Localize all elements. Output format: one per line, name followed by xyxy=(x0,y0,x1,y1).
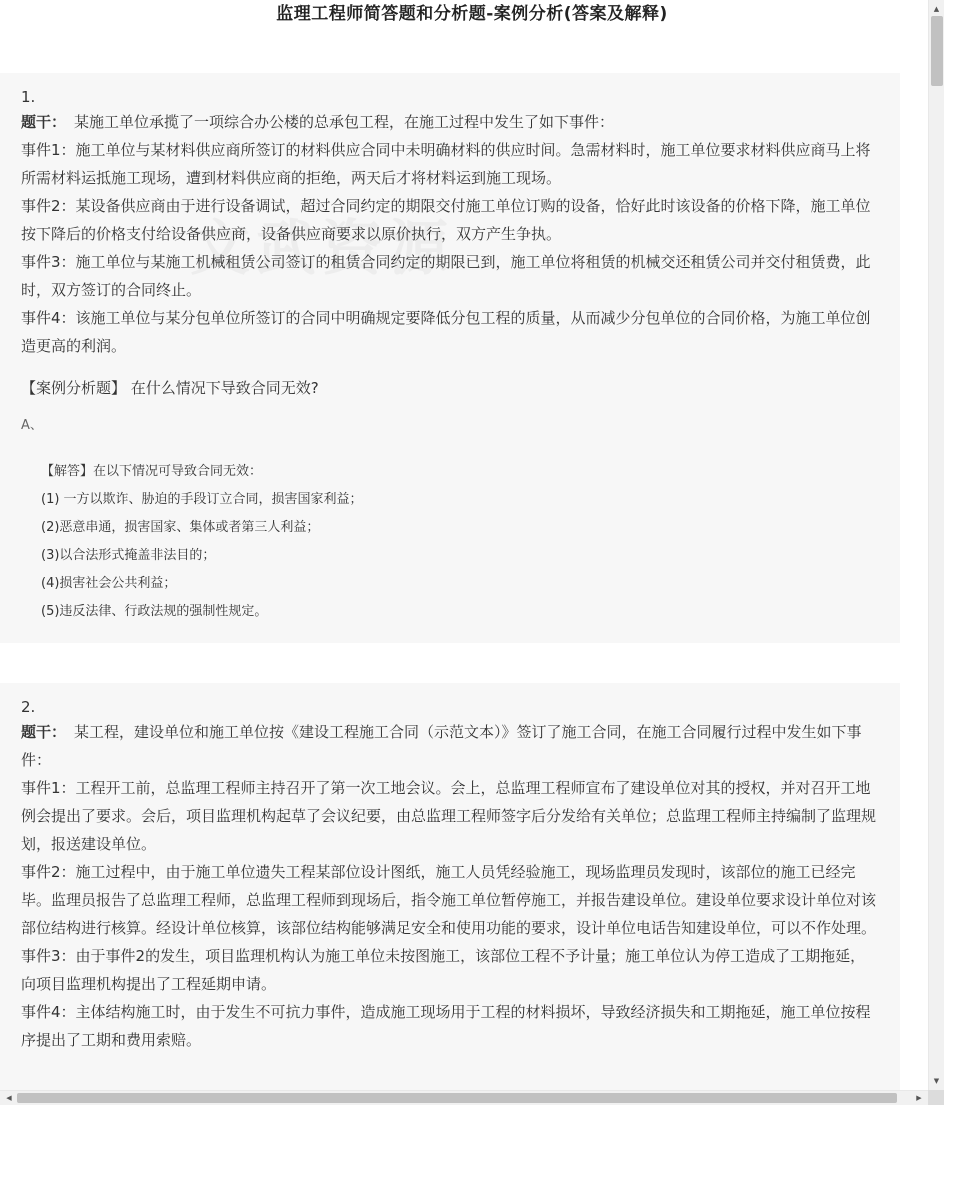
answer-line: 【解答】在以下情况可导致合同无效： xyxy=(41,464,263,479)
stem-text: 某工程，建设单位和施工单位按《建设工程施工合同（示范文本）》签订了施工合同，在施工合同履行过程中发生如下事件： xyxy=(21,723,862,769)
event-3: 事件3：施工单位与某施工机械租赁公司签订的租赁合同约定的期限已到，施工单位将租赁的机械交还租赁公司并交付租赁费，此时，双方签订的合同终止。 xyxy=(21,253,871,299)
stem-text: 某施工单位承揽了一项综合办公楼的总承包工程，在施工过程中发生了如下事件： xyxy=(74,113,615,131)
scroll-right-arrow-icon[interactable]: ▶ xyxy=(916,1094,922,1102)
horizontal-scroll-thumb[interactable] xyxy=(17,1093,897,1103)
scrollbar-corner xyxy=(928,1090,944,1105)
stem-label: 题干： xyxy=(21,113,67,131)
vertical-scroll-thumb[interactable] xyxy=(931,16,943,86)
scroll-down-arrow-icon[interactable]: ▼ xyxy=(933,1077,940,1085)
answer-line: (3)以合法形式掩盖非法目的； xyxy=(41,548,216,563)
horizontal-scrollbar[interactable] xyxy=(0,1090,928,1105)
case-question: 【案例分析题】 在什么情况下导致合同无效? xyxy=(21,379,319,397)
event-2: 事件2：施工过程中，由于施工单位遗失工程某部位设计图纸，施工人员凭经验施工，现场监理员发现时，该部位的施工已经完毕。监理员报告了总监理工程师，总监理工程师到现场后，指令施工单位暂停施工，并报告建设单位。建设单位要求设计单位对该部位结构进行核算。经设计单位核算，该部位结构能够满足安全和使用功能的要求，设计单位电话告知建设单位，可以不作处理。 xyxy=(21,863,877,937)
event-4: 事件4：该施工单位与某分包单位所签订的合同中明确规定要降低分包工程的质量，从而减少分包单位的合同价格，为施工单位创造更高的利润。 xyxy=(21,309,871,355)
question-stem xyxy=(21,718,879,774)
answer-line: (2)恶意串通，损害国家、集体或者第三人利益； xyxy=(41,520,320,535)
question-number: 2. xyxy=(21,698,36,716)
vertical-scrollbar[interactable] xyxy=(928,0,944,1090)
event-1: 事件1：工程开工前，总监理工程师主持召开了第一次工地会议。会上，总监理工程师宣布了建设单位对其的授权，并对召开工地例会提出了要求。会后，项目监理机构起草了会议纪要，由总监理工程师签字后分发给有关单位；总监理工程师主持编制了监理规划，报送建设单位。 xyxy=(21,779,877,853)
answer-line: (1) 一方以欺诈、胁迫的手段订立合同，损害国家利益； xyxy=(41,492,363,507)
scroll-up-arrow-icon[interactable]: ▲ xyxy=(933,5,940,13)
stem-label: 题干： xyxy=(21,723,67,741)
event-4: 事件4：主体结构施工时，由于发生不可抗力事件，造成施工现场用于工程的材料损坏，导致经济损失和工期拖延，施工单位按程序提出了工期和费用索赔。 xyxy=(21,1003,871,1049)
question-card-1 xyxy=(0,73,900,643)
answer-line: (5)违反法律、行政法规的强制性规定。 xyxy=(41,604,268,619)
page-title: 监理工程师简答题和分析题-案例分析(答案及解释) xyxy=(276,4,668,24)
event-2: 事件2：某设备供应商由于进行设备调试，超过合同约定的期限交付施工单位订购的设备，恰好此时该设备的价格下降，施工单位按下降后的价格支付给设备供应商，设备供应商要求以原价执行，双方产生争执。 xyxy=(21,197,871,243)
question-number: 1. xyxy=(21,88,36,106)
question-stem xyxy=(21,108,879,136)
answer-option-a[interactable]: A、 xyxy=(21,418,43,433)
scroll-left-arrow-icon[interactable]: ◀ xyxy=(6,1094,12,1102)
question-card-2 xyxy=(0,683,900,1090)
answer-explanation xyxy=(41,458,879,626)
answer-line: (4)损害社会公共利益； xyxy=(41,576,177,591)
event-3: 事件3：由于事件2的发生，项目监理机构认为施工单位未按图施工，该部位工程不予计量；施工单位认为停工造成了工期拖延，向项目监理机构提出了工程延期申请。 xyxy=(21,947,866,993)
event-1: 事件1：施工单位与某材料供应商所签订的材料供应合同中未明确材料的供应时间。急需材料时，施工单位要求材料供应商马上将所需材料运抵施工现场，遭到材料供应商的拒绝，两天后才将材料运到施工现场。 xyxy=(21,141,871,187)
